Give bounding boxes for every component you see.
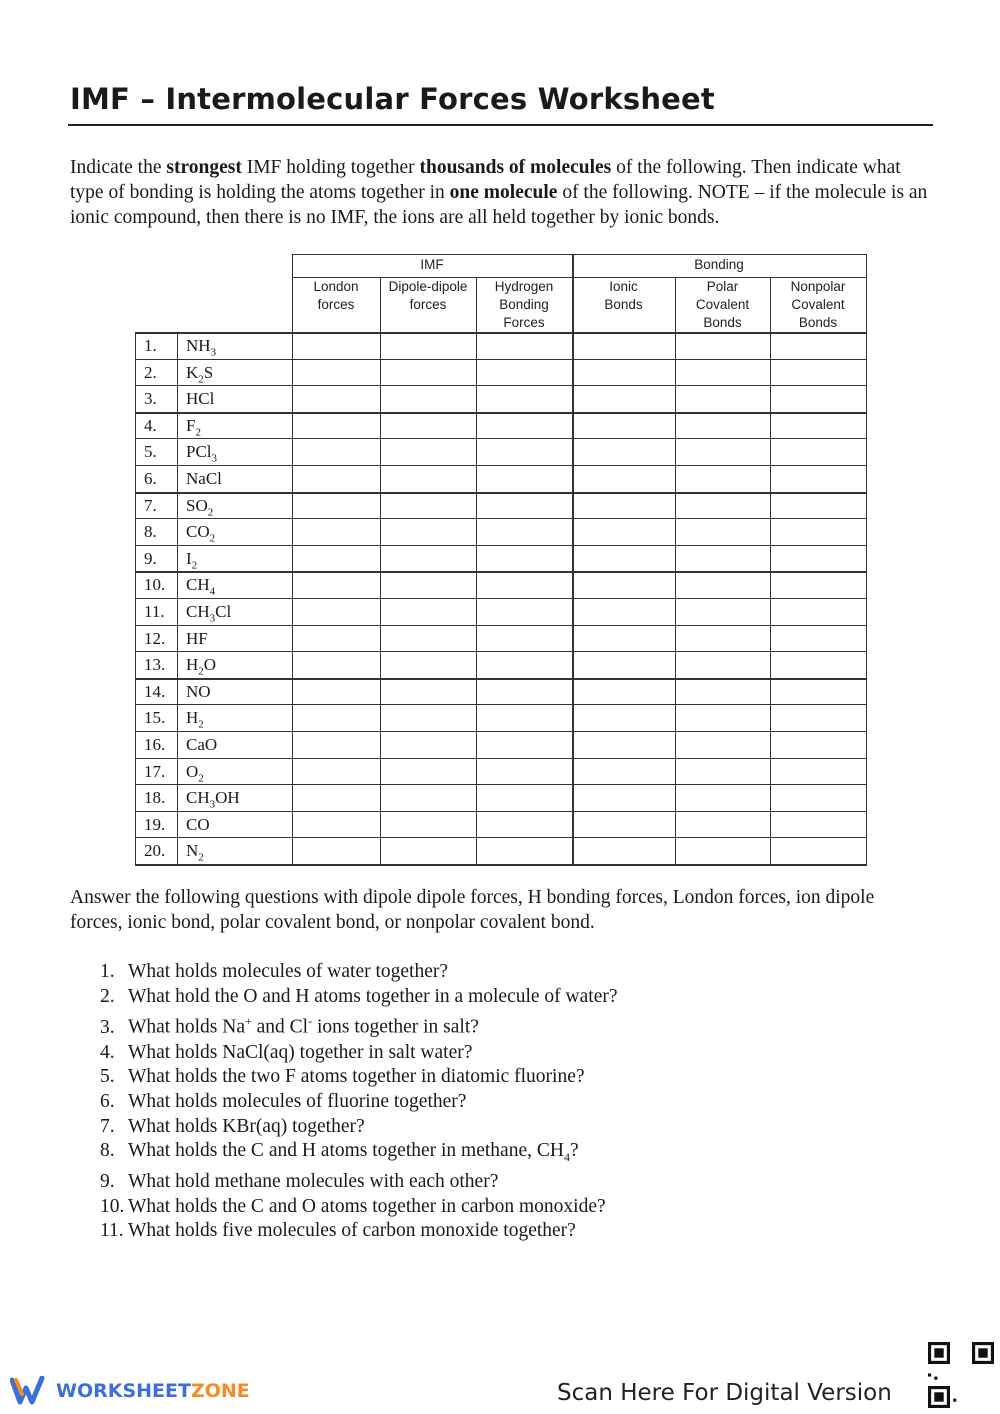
answer-cell[interactable] (478, 733, 570, 756)
question-text: What holds the C and O atoms together in carbon monoxide? (128, 1195, 606, 1217)
answer-cell[interactable] (294, 813, 378, 836)
answer-cell[interactable] (478, 680, 570, 703)
column-header-line: Polar (706, 279, 739, 294)
row-number: 7. (144, 495, 157, 515)
formula-subscript: 2 (198, 771, 204, 784)
formula-subscript: 2 (198, 718, 204, 731)
answer-cell[interactable] (294, 600, 378, 623)
answer-cell[interactable] (382, 786, 474, 809)
answer-cell[interactable] (772, 839, 864, 862)
formula-text: NaCl (186, 469, 222, 488)
answer-cell[interactable] (478, 494, 570, 517)
row-number: 12. (144, 628, 166, 648)
question-list (100, 960, 618, 1244)
question-number: 8. (100, 1140, 115, 1162)
table-line (135, 651, 867, 652)
formula-subscript: 4 (563, 1150, 570, 1165)
row-number: 14. (144, 681, 166, 701)
row-number: 4. (144, 415, 157, 435)
table-line (135, 465, 867, 466)
table-line (292, 254, 293, 865)
row-number: 11. (144, 602, 165, 621)
answer-cell[interactable] (382, 839, 474, 862)
formula-text: H (186, 708, 199, 728)
table-line (135, 864, 867, 866)
question-text: What holds five molecules of carbon monoxide together? (128, 1220, 576, 1242)
answer-cell[interactable] (294, 494, 378, 517)
question-item (100, 1009, 618, 1040)
answer-cell[interactable] (382, 653, 474, 676)
answer-cell[interactable] (382, 733, 474, 756)
table-line (135, 438, 867, 439)
row-number: 9. (144, 548, 157, 568)
compound-formula (186, 762, 204, 784)
column-header-line: Hydrogen (494, 279, 554, 294)
question-number: 7. (100, 1115, 115, 1137)
table-line (292, 254, 867, 255)
answer-cell[interactable] (478, 414, 570, 437)
answer-cell[interactable] (382, 334, 474, 357)
row-number: 19. (144, 814, 166, 834)
compound-formula (186, 389, 214, 409)
row-number: 2. (144, 362, 157, 382)
question-text: What hold methane molecules with each other? (128, 1171, 499, 1193)
page-title: IMF – Intermolecular Forces Worksheet (70, 82, 715, 116)
column-header-line: Covalent (695, 297, 750, 312)
answer-cell[interactable] (294, 733, 378, 756)
table-line (135, 784, 867, 785)
table-line (135, 518, 867, 519)
formula-text: S (203, 362, 214, 382)
answer-cell[interactable] (294, 653, 378, 676)
answer-cell[interactable] (294, 334, 378, 357)
formula-text: CH (186, 602, 210, 621)
answer-cell[interactable] (478, 813, 570, 836)
answer-cell[interactable] (574, 334, 673, 357)
column-header-line: forces (317, 297, 355, 312)
formula-text: CH (186, 575, 210, 595)
intro-bold-3: one molecule (449, 182, 558, 203)
answer-cell[interactable] (574, 547, 673, 570)
row-number: 6. (144, 469, 157, 488)
column-header-line: Nonpolar (790, 279, 846, 294)
qr-code-icon[interactable] (928, 1342, 994, 1408)
formula-text: K (186, 362, 199, 382)
answer-cell[interactable] (478, 547, 570, 570)
answer-cell[interactable] (478, 786, 570, 809)
formula-subscript: 3 (209, 798, 216, 811)
answer-cell[interactable] (677, 627, 768, 650)
row-number: 5. (144, 442, 157, 462)
answer-cell[interactable] (294, 387, 378, 410)
intro-text-1: Indicate the (70, 157, 167, 178)
question-item (100, 1219, 618, 1244)
answer-cell[interactable] (382, 361, 474, 384)
answer-cell[interactable] (382, 600, 474, 623)
answer-cell[interactable] (294, 547, 378, 570)
formula-text: OH (215, 788, 240, 808)
answer-cell[interactable] (478, 334, 570, 357)
formula-text: N (186, 336, 199, 355)
table-line (135, 731, 867, 732)
answer-cell[interactable] (382, 440, 474, 463)
worksheetzone-logo (10, 1376, 250, 1406)
answer-cell[interactable] (478, 839, 570, 862)
compound-formula (186, 629, 208, 649)
answer-cell[interactable] (574, 440, 673, 463)
column-header (476, 278, 572, 332)
answer-cell[interactable] (772, 440, 864, 463)
intro-text-2: IMF holding together (241, 157, 420, 178)
answer-cell[interactable] (772, 467, 864, 490)
compound-formula (186, 655, 216, 677)
formula-text: CaO (186, 735, 218, 754)
answer-cell[interactable] (382, 467, 474, 490)
answer-cell[interactable] (677, 547, 768, 570)
question-text: What holds molecules of water together? (128, 961, 449, 982)
row-number: 8. (144, 522, 157, 542)
compound-formula (186, 735, 217, 755)
question-text: ions together in salt? (312, 1016, 479, 1038)
answer-cell[interactable] (677, 387, 768, 410)
intro-bold-2: thousands of molecules (419, 157, 612, 178)
worksheetzone-logo-icon (10, 1376, 50, 1406)
row-number: 15. (144, 708, 166, 728)
formula-text: Cl (215, 602, 232, 621)
compound-formula (186, 442, 217, 464)
table-line (135, 704, 867, 705)
intro-bold-1: strongest (166, 157, 242, 178)
answer-cell[interactable] (677, 813, 768, 836)
answer-cell[interactable] (772, 706, 864, 729)
column-header-line: Bonding (499, 297, 549, 312)
answer-cell[interactable] (382, 680, 474, 703)
answer-cell[interactable] (478, 627, 570, 650)
table-line (866, 254, 867, 865)
row-number: 10. (144, 575, 166, 595)
column-header-line: London (313, 279, 359, 294)
formula-subscript: 2 (198, 372, 204, 385)
column-header-line: forces (409, 297, 447, 312)
answer-cell[interactable] (574, 786, 673, 809)
formula-text: CH (186, 788, 210, 808)
question-number: 9. (100, 1171, 115, 1193)
formula-text: O (203, 655, 217, 675)
column-header-line: Ionic (609, 279, 638, 294)
answer-cell[interactable] (382, 520, 474, 543)
column-header (380, 278, 476, 314)
answer-cell[interactable] (574, 361, 673, 384)
question-number: 10. (100, 1195, 125, 1217)
answer-cell[interactable] (478, 361, 570, 384)
compound-formula (186, 363, 213, 385)
answer-cell[interactable] (574, 653, 673, 676)
question-number: 6. (100, 1091, 115, 1113)
answer-cell[interactable] (772, 520, 864, 543)
answer-cell[interactable] (574, 494, 673, 517)
answer-cell[interactable] (574, 387, 673, 410)
answer-cell[interactable] (677, 361, 768, 384)
brand-worksheet: WORKSHEET (56, 1380, 191, 1402)
formula-subscript: 4 (209, 585, 216, 598)
answer-cell[interactable] (294, 467, 378, 490)
answer-cell[interactable] (677, 494, 768, 517)
answer-cell[interactable] (772, 334, 864, 357)
row-number: 16. (144, 735, 166, 754)
compound-formula (186, 708, 204, 730)
charge-superscript: + (244, 1014, 252, 1029)
answer-cell[interactable] (382, 813, 474, 836)
answer-cell[interactable] (478, 467, 570, 490)
formula-subscript: 3 (211, 452, 218, 465)
formula-text: N (186, 841, 199, 861)
compound-formula (186, 841, 204, 863)
answer-cell[interactable] (382, 706, 474, 729)
answer-cell[interactable] (772, 494, 864, 517)
answer-cell[interactable] (478, 387, 570, 410)
intro-text-4: of the following. NOTE – if the molecule is an ionic compound, then there is no IMF, the ions are all held together by ionic bonds. (70, 182, 928, 228)
row-number: 13. (144, 655, 166, 675)
answer-cell[interactable] (294, 440, 378, 463)
row-number: 18. (144, 788, 166, 808)
answer-cell[interactable] (478, 520, 570, 543)
column-header (572, 278, 675, 314)
table-line (135, 385, 867, 386)
compound-formula (186, 336, 216, 358)
answer-cell[interactable] (772, 760, 864, 783)
group-header-bonding: Bonding (694, 257, 744, 272)
answer-cell[interactable] (294, 680, 378, 703)
question-text: ? (569, 1140, 579, 1162)
answer-cell[interactable] (772, 627, 864, 650)
question-text: What hold the O and H atoms together in a molecule of water? (128, 985, 618, 1007)
row-number: 1. (144, 336, 157, 355)
compound-formula (186, 788, 240, 810)
answer-cell[interactable] (574, 627, 673, 650)
answer-cell[interactable] (677, 733, 768, 756)
answer-cell[interactable] (677, 467, 768, 490)
formula-text: F (186, 415, 196, 435)
formula-text: PCl (186, 442, 212, 462)
question-text: What holds NaCl(aq) together in salt water? (128, 1041, 473, 1063)
answer-cell[interactable] (478, 760, 570, 783)
answer-cell[interactable] (772, 387, 864, 410)
answer-cell[interactable] (677, 680, 768, 703)
answer-cell[interactable] (382, 760, 474, 783)
answer-cell[interactable] (772, 786, 864, 809)
answer-cell[interactable] (677, 839, 768, 862)
table-line (135, 598, 867, 599)
formula-text: H (198, 336, 211, 355)
compound-formula (186, 496, 213, 518)
formula-subscript: 2 (198, 851, 204, 864)
answer-cell[interactable] (772, 813, 864, 836)
answer-cell[interactable] (478, 440, 570, 463)
question-text: What holds Na (128, 1016, 245, 1038)
answer-cell[interactable] (677, 440, 768, 463)
compound-formula (186, 682, 211, 702)
answer-cell[interactable] (677, 414, 768, 437)
brand-zone: ZONE (190, 1380, 250, 1402)
answer-cell[interactable] (294, 839, 378, 862)
answer-cell[interactable] (574, 760, 673, 783)
compound-formula (186, 522, 215, 544)
answer-cell[interactable] (294, 520, 378, 543)
formula-text: NO (186, 681, 211, 701)
answer-cell[interactable] (677, 334, 768, 357)
question-text: What holds KBr(aq) together? (128, 1115, 365, 1137)
answer-cell[interactable] (574, 680, 673, 703)
column-header (292, 278, 380, 314)
answer-cell[interactable] (294, 627, 378, 650)
column-header-line: Forces (503, 315, 545, 330)
scan-caption: Scan Here For Digital Version (557, 1380, 892, 1406)
question-item (100, 1065, 618, 1090)
answer-cell[interactable] (677, 573, 768, 596)
answer-cell[interactable] (382, 627, 474, 650)
formula-subscript: 3 (209, 612, 216, 625)
column-header-line: Bonds (604, 297, 643, 312)
question-number: 1. (100, 961, 115, 982)
answer-cell[interactable] (478, 706, 570, 729)
row-number: 3. (144, 389, 157, 409)
answer-cell[interactable] (574, 733, 673, 756)
answer-cell[interactable] (574, 414, 673, 437)
question-item (100, 1041, 618, 1066)
question-item (100, 1115, 618, 1140)
compound-formula (186, 602, 231, 624)
group-header-imf: IMF (420, 257, 444, 272)
formula-subscript: 3 (210, 346, 217, 359)
column-header (770, 278, 866, 332)
formula-text: I (186, 548, 192, 568)
column-header-line: Bonds (703, 315, 742, 330)
formula-subscript: 2 (209, 532, 216, 545)
question-text: and Cl (251, 1016, 309, 1038)
formula-text: SO (186, 495, 208, 515)
question-item (100, 1090, 618, 1115)
answer-cell[interactable] (574, 573, 673, 596)
answer-cell[interactable] (574, 467, 673, 490)
question-item (100, 985, 618, 1010)
answer-cell[interactable] (478, 573, 570, 596)
answer-cell[interactable] (382, 414, 474, 437)
question-number: 5. (100, 1066, 115, 1088)
answer-cell[interactable] (478, 653, 570, 676)
formula-text: O (186, 761, 199, 781)
answer-cell[interactable] (574, 706, 673, 729)
table-line (135, 837, 867, 838)
question-number: 11. (100, 1220, 124, 1242)
formula-text: HF (186, 628, 208, 648)
question-number: 3. (100, 1016, 115, 1038)
answer-cell[interactable] (478, 600, 570, 623)
answer-cell[interactable] (677, 706, 768, 729)
question-number: 4. (100, 1041, 115, 1063)
answer-cell[interactable] (574, 839, 673, 862)
answer-cell[interactable] (772, 600, 864, 623)
formula-text: CO (186, 814, 210, 834)
answer-cell[interactable] (772, 653, 864, 676)
answer-cell[interactable] (772, 680, 864, 703)
answer-cell[interactable] (677, 786, 768, 809)
answer-cell[interactable] (772, 733, 864, 756)
answer-cell[interactable] (772, 573, 864, 596)
question-item (100, 1139, 618, 1170)
answer-cell[interactable] (382, 573, 474, 596)
question-text: What holds the C and H atoms together in methane, CH (128, 1140, 564, 1162)
answer-cell[interactable] (574, 520, 673, 543)
column-header-line: Covalent (791, 297, 845, 312)
column-header-line: Dipole-dipole (388, 279, 468, 294)
answer-cell[interactable] (677, 653, 768, 676)
row-number: 17. (144, 761, 166, 781)
formula-text: CO (186, 522, 210, 542)
answer-cell[interactable] (677, 760, 768, 783)
answer-cell[interactable] (294, 414, 378, 437)
row-number: 20. (144, 841, 166, 861)
question-text: What holds molecules of fluorine together? (128, 1091, 467, 1113)
compound-formula (186, 469, 222, 489)
formula-text: H (186, 655, 199, 675)
answer-cell[interactable] (294, 361, 378, 384)
intro-text-3: of the following. Then indicate what type of bonding is holding the atoms together in (70, 157, 901, 203)
answer-cell[interactable] (382, 387, 474, 410)
answer-cell[interactable] (772, 361, 864, 384)
answer-cell[interactable] (677, 520, 768, 543)
formula-subscript: 2 (207, 505, 214, 518)
answer-cell[interactable] (294, 573, 378, 596)
column-header (675, 278, 770, 332)
answer-cell[interactable] (677, 600, 768, 623)
question-number: 2. (100, 985, 115, 1007)
answer-cell[interactable] (772, 547, 864, 570)
question-item (100, 1170, 618, 1195)
compound-formula (186, 575, 215, 597)
answer-cell[interactable] (294, 706, 378, 729)
compound-formula (186, 416, 201, 438)
answer-cell[interactable] (574, 600, 673, 623)
column-header-line: Bonds (798, 315, 838, 330)
answer-cell[interactable] (382, 494, 474, 517)
question-item (100, 960, 618, 985)
formula-subscript: 2 (195, 426, 201, 439)
answer-instructions: Answer the following questions with dipole dipole forces, H bonding forces, London forces, ion dipole forces, ionic bond, polar covalent bond, or nonpolar covalent bond. (70, 887, 875, 933)
question-text: What holds the two F atoms together in diatomic fluorine? (128, 1066, 585, 1088)
answer-cell[interactable] (382, 547, 474, 570)
question-item (100, 1195, 618, 1220)
compound-formula (186, 815, 210, 835)
compound-formula (186, 549, 197, 571)
answer-cell[interactable] (294, 786, 378, 809)
formula-subscript: 2 (198, 665, 204, 678)
answer-cell[interactable] (294, 760, 378, 783)
formula-text: HCl (186, 389, 215, 409)
formula-subscript: 2 (191, 559, 198, 572)
answer-cell[interactable] (772, 414, 864, 437)
charge-superscript: - (308, 1014, 313, 1029)
answer-cell[interactable] (574, 813, 673, 836)
